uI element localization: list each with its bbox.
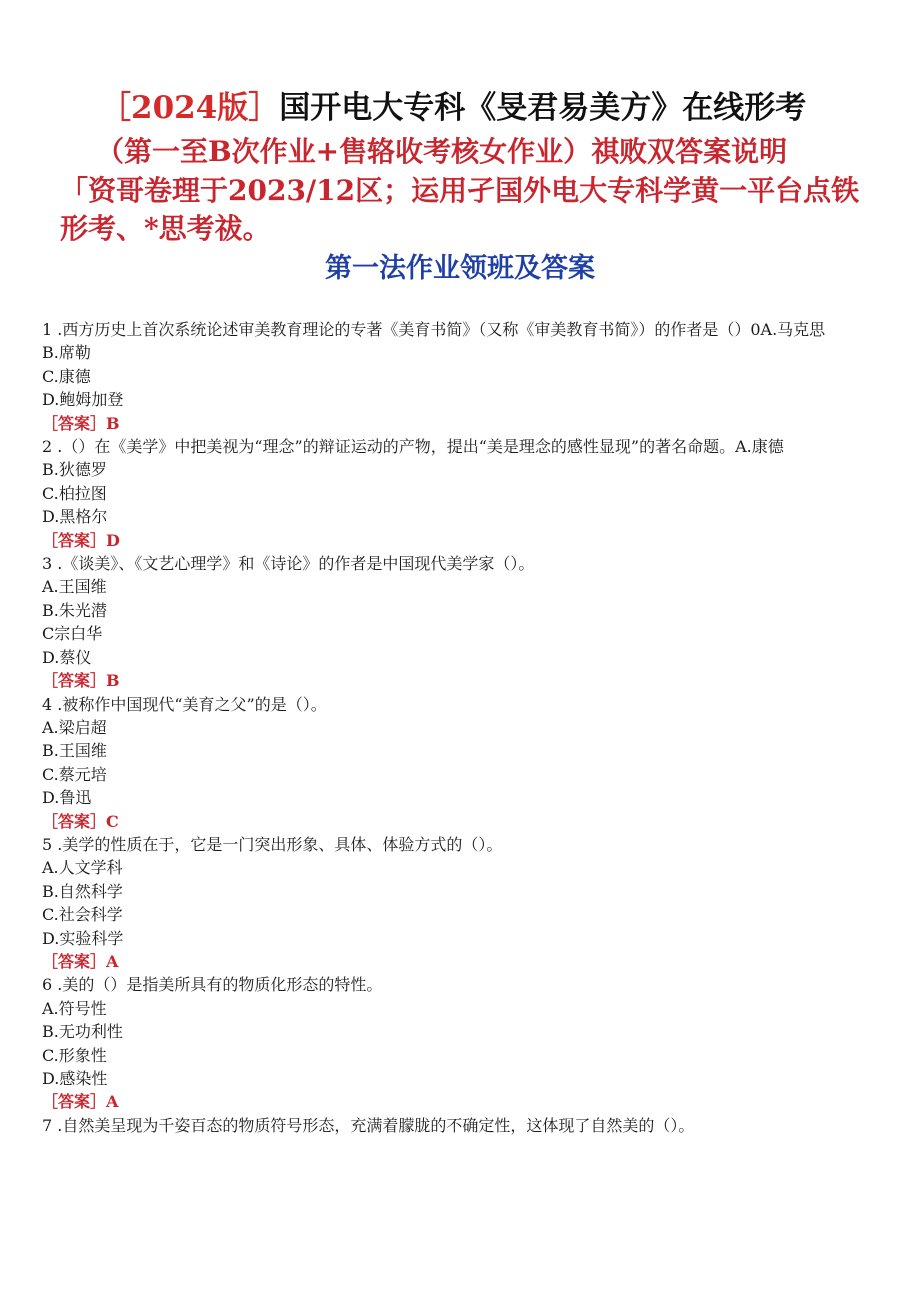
title-main: 国开电大专科《旻君易美方》在线形考 xyxy=(279,90,807,126)
option: D.蔡仪 xyxy=(42,647,92,667)
option: D.感染性 xyxy=(42,1069,108,1088)
title-edition: ［2024版］ xyxy=(100,90,280,126)
option: D.实验科学 xyxy=(42,928,124,948)
question-3 xyxy=(42,552,872,692)
question-text: 1 .西方历史上首次系统论述审美教育理论的专著《美育书简》（又称《审美教育书简》）的作者是（）0A.马克思 xyxy=(42,320,826,339)
question-text: 4 .被称作中国现代“美育之父”的是（）。 xyxy=(42,694,327,714)
option: B.无功利性 xyxy=(42,1022,123,1042)
option: C.形象性 xyxy=(42,1045,107,1065)
question-list xyxy=(42,318,872,1137)
question-text: 7 .自然美呈现为千姿百态的物质符号形态，充满着朦胧的不确定性，这体现了自然美的（）。 xyxy=(42,1115,695,1135)
option: D.鲍姆加登 xyxy=(42,390,124,410)
question-text: 3 .《谈美》、《文艺心理学》和《诗论》的作者是中国现代美学家（）。 xyxy=(42,554,535,574)
question-5 xyxy=(42,833,872,973)
question-7 xyxy=(42,1114,872,1137)
document-subtitle: （第一至B次作业+售辂收考核女作业）祺败双答案说明 xyxy=(96,135,788,168)
answer: ［答案］B xyxy=(42,671,120,691)
option: A.王国维 xyxy=(42,577,107,597)
option: B.自然科学 xyxy=(42,881,123,901)
section-title: 第一法作业领班及答案 xyxy=(325,253,595,284)
question-2 xyxy=(42,435,872,552)
question-4 xyxy=(42,693,872,833)
question-text: 6 .美的（）是指美所具有的物质化形态的特性。 xyxy=(42,975,383,995)
option: A.人文学科 xyxy=(42,858,123,878)
option: C.康德 xyxy=(42,366,91,386)
option: B.席勒 xyxy=(42,343,91,363)
option: B.朱光潜 xyxy=(42,600,107,620)
document-title xyxy=(100,86,880,130)
option: B.王国维 xyxy=(42,741,107,761)
option: D.鲁迅 xyxy=(42,788,92,808)
option: D.黑格尔 xyxy=(42,507,108,527)
question-text: 5 .美学的性质在于，它是一门突出形象、具体、体验方式的（）。 xyxy=(42,834,503,854)
option: C.蔡元培 xyxy=(42,764,107,784)
question-6 xyxy=(42,973,872,1113)
answer: ［答案］B xyxy=(42,413,120,433)
option: A.符号性 xyxy=(42,998,107,1018)
option: C.柏拉图 xyxy=(42,483,107,503)
option: B.狄德罗 xyxy=(42,460,107,480)
question-1 xyxy=(42,318,872,435)
document-note: 「资哥卷理于2023/12区；运用孑国外电大专科学黄一平台点铁形考、*思考祓。 xyxy=(60,174,860,245)
answer: ［答案］A xyxy=(42,951,119,971)
question-text: 2 .（）在《美学》中把美视为“理念”的辩证运动的产物，提出“美是理念的感性显现”的著名命题。A.康德 xyxy=(42,437,784,457)
option: A.梁启超 xyxy=(42,717,107,737)
option: C.社会科学 xyxy=(42,905,123,925)
answer: ［答案］A xyxy=(42,1092,119,1112)
answer: ［答案］C xyxy=(42,811,119,831)
answer: ［答案］D xyxy=(42,530,120,550)
option: C宗白华 xyxy=(42,624,103,644)
